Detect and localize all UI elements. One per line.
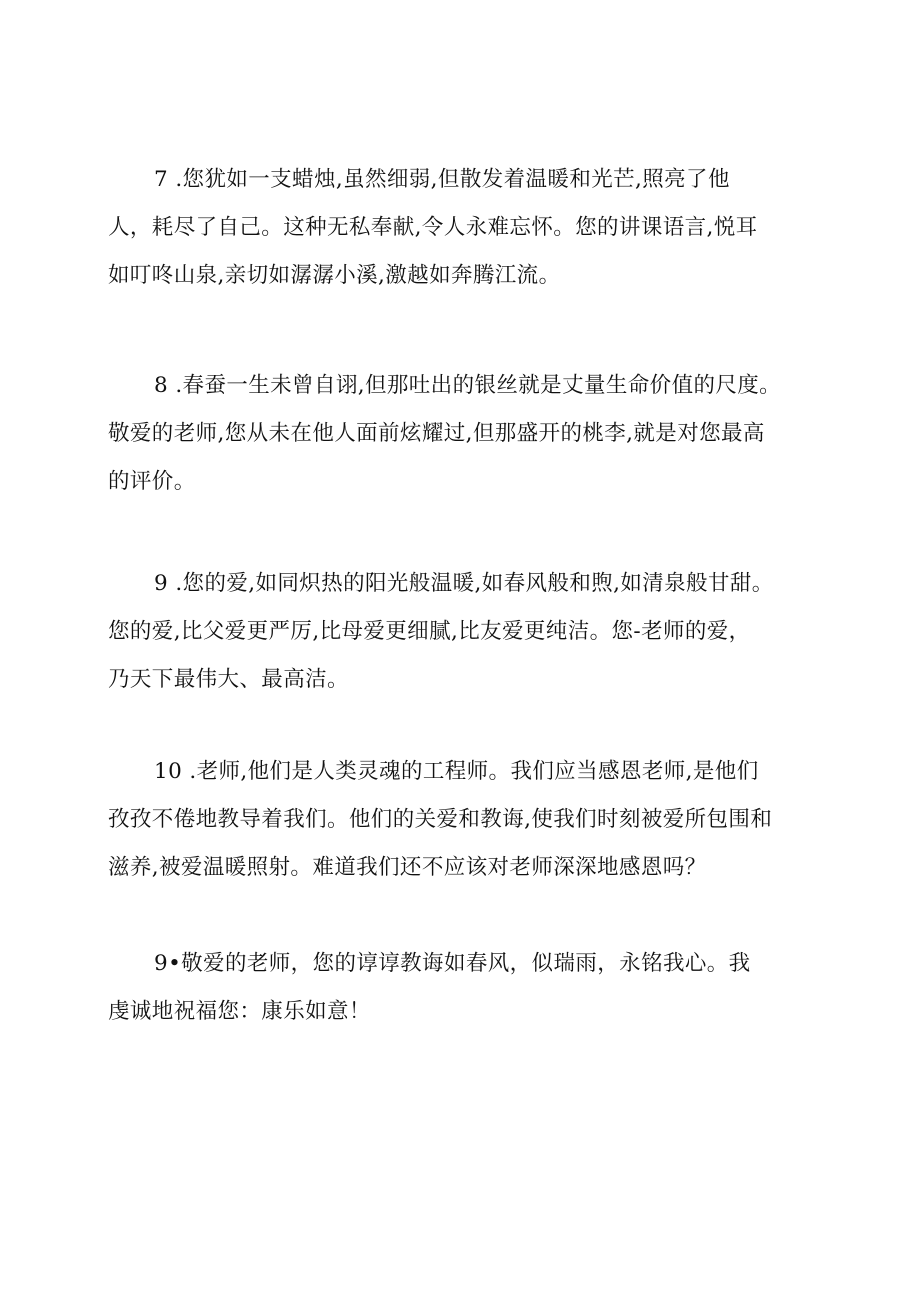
paragraph-line: 9•敬爱的老师，您的谆谆教诲如春风，似瑞雨，永铭我心。我 <box>154 951 751 976</box>
paragraph-line: 人，耗尽了自己。这种无私奉献,令人永难忘怀。您的讲课语言,悦耳 <box>108 215 758 240</box>
paragraph-line: 如叮咚山泉,亲切如潺潺小溪,激越如奔腾江流。 <box>108 263 561 288</box>
paragraph-line: 10 .老师,他们是人类灵魂的工程师。我们应当感恩老师,是他们 <box>154 759 759 784</box>
paragraph-line: 您的爱,比父爱更严厉,比母爱更细腻,比友爱更纯洁。您-老师的爱， <box>108 619 751 644</box>
paragraph-line: 9 .您的爱,如同炽热的阳光般温暖,如春风般和煦,如清泉般甘甜。 <box>154 571 774 596</box>
paragraph-line: 7 .您犹如一支蜡烛,虽然细弱,但散发着温暖和光芒,照亮了他 <box>154 167 730 192</box>
paragraph-8 <box>108 362 828 506</box>
paragraph-line: 的评价。 <box>108 469 196 494</box>
paragraph-closing <box>108 940 828 1036</box>
paragraph-line: 敬爱的老师,您从未在他人面前炫耀过,但那盛开的桃李,就是对您最高 <box>108 421 765 446</box>
paragraph-10 <box>108 748 828 892</box>
paragraph-7 <box>108 156 828 300</box>
paragraph-9 <box>108 560 828 704</box>
paragraph-line: 孜孜不倦地教导着我们。他们的关爱和教诲,使我们时刻被爱所包围和 <box>108 807 773 832</box>
paragraph-line: 8 .春蚕一生未曾自诩,但那吐出的银丝就是丈量生命价值的尺度。 <box>154 373 782 398</box>
paragraph-line: 乃天下最伟大、最高洁。 <box>108 667 349 692</box>
paragraph-line: 虔诚地祝福您：康乐如意！ <box>108 999 371 1024</box>
paragraph-line: 滋养,被爱温暖照射。难道我们还不应该对老师深深地感恩吗？ <box>108 855 707 880</box>
